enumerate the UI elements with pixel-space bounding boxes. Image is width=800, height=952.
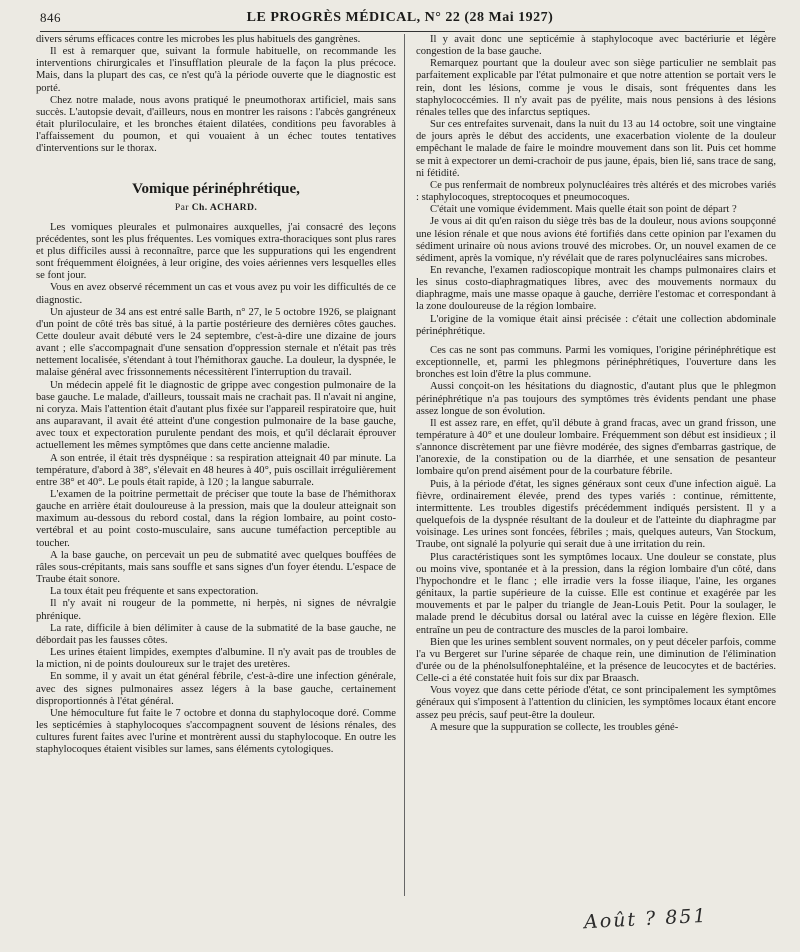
paragraph: Un ajusteur de 34 ans est entré salle Barth, n° 27, le 5 octobre 1926, se plaignant d'un point de côté très bas situé, à la partie postérieure des dernières côtes gauches. Cette douleur avait débuté vers le 24 septembre, c'est-à-dire une dizaine de jours avant ; elle s'accompagnait d'une sensation d'oppression sternale et n'était pas très nettement localisée, s'étendant à tout l'hémithorax gauche. La douleur, la dyspnée, le malaise général avec frissonnements nécessitèrent l'interruption du travail. [36,306,396,379]
paragraph: Puis, à la période d'état, les signes généraux sont ceux d'une infection aiguë. La fièvre, ordinairement élevée, prend des types variés : continue, rémittente, intermittente. Les troubles digestifs précédemment indiqués persistent. Il y a quelquefois de la dyspnée résultant de la douleur et de l'atteinte du diaphragme par voisinage. Les urines sont foncées, fébriles ; mais, quelques auteurs, Van Stockum, Traube, ont signalé la polyurie qui serait due à une irritation du rein. [416,478,776,551]
running-header [40,10,760,32]
paragraph: A mesure que la suppuration se collecte, les troubles géné- [430,721,679,733]
article-author [36,202,396,214]
paragraph: L'examen de la poitrine permettait de préciser que toute la base de l'hémithorax gauche en arrière était douloureuse à la pression, mais que la douleur atteignait son maximum au-dessous du rebord costal, dans la région lombaire, au point costo-vertébral et au point costo-musculaire, sans aucune tuméfaction perceptible au toucher. [36,489,396,549]
article-title: Vomique périnéphrétique, [132,180,300,197]
paragraph: En somme, il y avait un état général fébrile, c'est-à-dire une infection générale, avec des signes pulmonaires assez légers à la base gauche, certainement disproportionnés à l'état général. [36,671,396,707]
paragraph: Il est assez rare, en effet, qu'il débute à grand fracas, avec un grand frisson, une température à 40° et une douleur lombaire. Fréquemment son début est insidieux ; il s'annonce discrètement par une fièvre modérée, des signes d'embarras gastrique, de l'anorexie, de la constipation ou de la diarrhée, et une sensation de pesanteur lombaire qu'on prend aisément pour de la courbature fébrile. [416,417,776,478]
page-number: 846 [40,10,61,25]
paragraph: Un médecin appelé fit le diagnostic de grippe avec congestion pulmonaire de la base gauche. Le malade, d'ailleurs, toussait mais ne crachait pas. Il n'avait ni angine, ni coryza. Mais l'attention était d'autant plus fixée sur l'appareil respiratoire que, huit ans auparavant, il avait été atteint d'une congestion pulmonaire de la base gauche, avec toux et expectoration purulente pendant des mois, et qu'il déclarait éprouver actuellement les mêmes symptômes que dans cette ancienne maladie. [36,379,396,452]
paragraph: Ces cas ne sont pas communs. Parmi les vomiques, l'origine périnéphrétique est exceptionnelle, et, parmi les phlegmons périnéphrétiques, l'ouverture dans les bronches est loin d'être la plus commune. [416,344,776,381]
paragraph: Les vomiques pleurales et pulmonaires auxquelles, j'ai consacré des leçons précédentes, sont les plus fréquentes. Les vomiques extra-thoraciques sont plus rares et plus difficiles aussi à reconnaître, parce que les suppurations qui les engendrent sont fréquemment éloignées, à leur origine, des voies aériennes vers lesquelles elles se font jour. [36,221,396,282]
section-gap [416,338,776,345]
paragraph: Ce pus renfermait de nombreux polynucléaires très altérés et des microbes variés : staphylocoques, streptocoques et pneumocoques. [416,179,776,204]
paragraph: A son entrée, il était très dyspnéique : sa respiration atteignait 40 par minute. La température, d'abord à 38°, s'élevait en 48 heures à 40°, puis oscillait irrégulièrement entre 38° et 40°. Le pouls était rapide, à 120 ; la langue saburrale. [36,452,396,488]
paragraph: En revanche, l'examen radioscopique montrait les champs pulmonaires clairs et les sinus costo-diaphragmatiques libres, avec des mouvements normaux du diaphragme, mais une masse opaque à gauche, derrière l'estomac et correspondant à la zone douloureuse de la région lombaire. [416,264,776,313]
paragraph: La rate, difficile à bien délimiter à cause de la submatité de la base gauche, ne débordait pas les fausses côtes. [36,622,396,646]
paragraph: Les urines étaient limpides, exemptes d'albumine. Il n'y avait pas de troubles de la miction, ni de points douloureux sur le trajet des uretères. [36,647,396,671]
paragraph: Bien que les urines semblent souvent normales, on y peut déceler parfois, comme l'a vu Bergeret sur l'urine séparée de chaque rein, une diminution de l'élimination d'urée ou de la phénolsulfonephtaléine, et la présence de leucocytes et de bactéries. Celle-ci a été constatée huit fois sur dix par Braasch. [416,636,776,685]
paragraph: Il y avait donc une septicémie à staphylocoque avec bactériurie et légère congestion de la base gauche. [416,34,776,58]
right-column [416,34,776,900]
left-column [36,34,396,900]
paragraph: Une hémoculture fut faite le 7 octobre et donna du staphylocoque doré. Comme les septicémies à staphylocoques s'accompagnent souvent de lésions rénales, des cultures furent faites avec l'urine et montrèrent aussi du staphylocoque. En outre les staphylocoques étaient visibles sur lames, sans éléments cytologiques. [36,707,396,756]
column-divider [404,34,405,896]
paragraph: A la base gauche, on percevait un peu de submatité avec quelques bouffées de râles sous-crépitants, mais sans souffle et sans signes d'un foyer étendu. L'espace de Traube était sonore. [36,549,396,586]
header-rule [40,31,765,32]
author-name: Ch. ACHARD. [191,201,258,213]
paragraph: La toux était peu fréquente et sans expectoration. [50,586,259,598]
paragraph: Chez notre malade, nous avons pratiqué le pneumothorax artificiel, mais sans succès. L'autopsie devait, d'ailleurs, nous en montrer les raisons : l'abcès gangréneux était pluriloculaire, et les bronches étaient dilatées, conditions peu favorables à l'affaissement du poumon, et qui vouaient à un échec toutes tentatives d'interventions sur le thorax. [36,94,396,155]
author-prefix: Par [174,201,189,213]
paragraph: Aussi conçoit-on les hésitations du diagnostic, d'autant plus que le phlegmon périnéphrétique n'a pas toujours des symptômes très évidents pendant une phase assez longue de son évolution. [416,381,776,417]
paragraph: Il n'y avait ni rougeur de la pommette, ni herpès, ni signes de névralgie phrénique. [36,598,396,622]
paragraph: Vous voyez que dans cette période d'état, ce sont principalement les symptômes généraux qui s'imposent à l'attention du clinicien, les symptômes locaux étant encore assez peu précis, sauf peut-être la douleur. [416,685,776,721]
paragraph: Il est à remarquer que, suivant la formule habituelle, on recommande les interventions chirurgicales et l'insufflation pleurale de la façon la plus précoce. Mais, dans la plupart des cas, ce n'est qu'à la période ouverte que le diagnostic est porté. [36,46,396,94]
paragraph: L'origine de la vomique était ainsi précisée : c'était une collection abdominale périnéphrétique. [416,313,776,337]
paragraph: Plus caractéristiques sont les symptômes locaux. Une douleur se constate, plus ou moins vive, spontanée et à la pression, dans la région lombaire d'un côté, dans l'hypochondre et le flanc ; elle irradie vers la fosse iliaque, l'aine, les organes génitaux, la partie supérieure de la cuisse. Elle est continue et exagérée par les mouvements et par le palper du triangle de Jean-Louis Petit. Pour la soulager, le malade prend le décubitus dorsal ou latéral avec la cuisse en légère flexion. Elle entraîne un peu de contracture des muscles de la paroi lombaire. [416,551,776,636]
paragraph: Je vous ai dit qu'en raison du siège très bas de la douleur, nous avions soupçonné une lésion rénale et que nous avions été fortifiés dans cette opinion par l'examen du sédiment urinaire où nous avions trouvé des microbes. Or, un nouvel examen de ce sédiment, après la vomique, n'y révélait que de rares polynucléaires sans microbes. [416,216,776,264]
paragraph: Remarquez pourtant que la douleur avec son siège particulier ne semblait pas parfaitement explicable par l'état pulmonaire et que notre attention se portait vers le rein, dont les lésions, comme je vous le disais, sont fréquentes dans les staphylococcémies. Il n'y avait pas de pyélite, mais nous pensions à des lésions rénales telles que des infarctus septiques. [416,58,776,118]
paragraph: Sur ces entrefaites survenait, dans la nuit du 13 au 14 octobre, soit une vingtaine de jours après le début des accidents, une exacerbation violente de la douleur empêchant le malade de faire le moindre mouvement dans son lit. Puis cet homme se mit à expectorer un demi-crachoir de pus jaune, épais, bien lié, sans trace de sang, ni fétidité. [416,119,776,179]
paragraph: C'était une vomique évidemment. Mais quelle était son point de départ ? [430,204,737,216]
handwritten-annotation: Août ? 851 [583,904,709,934]
journal-title: LE PROGRÈS MÉDICAL, N° 22 (28 Mai 1927) [246,10,554,25]
paragraph: Vous en avez observé récemment un cas et vous avez pu voir les difficultés de ce diagnostic. [36,282,396,306]
paragraph: divers sérums efficaces contre les microbes les plus habituels des gangrènes. [36,34,361,45]
